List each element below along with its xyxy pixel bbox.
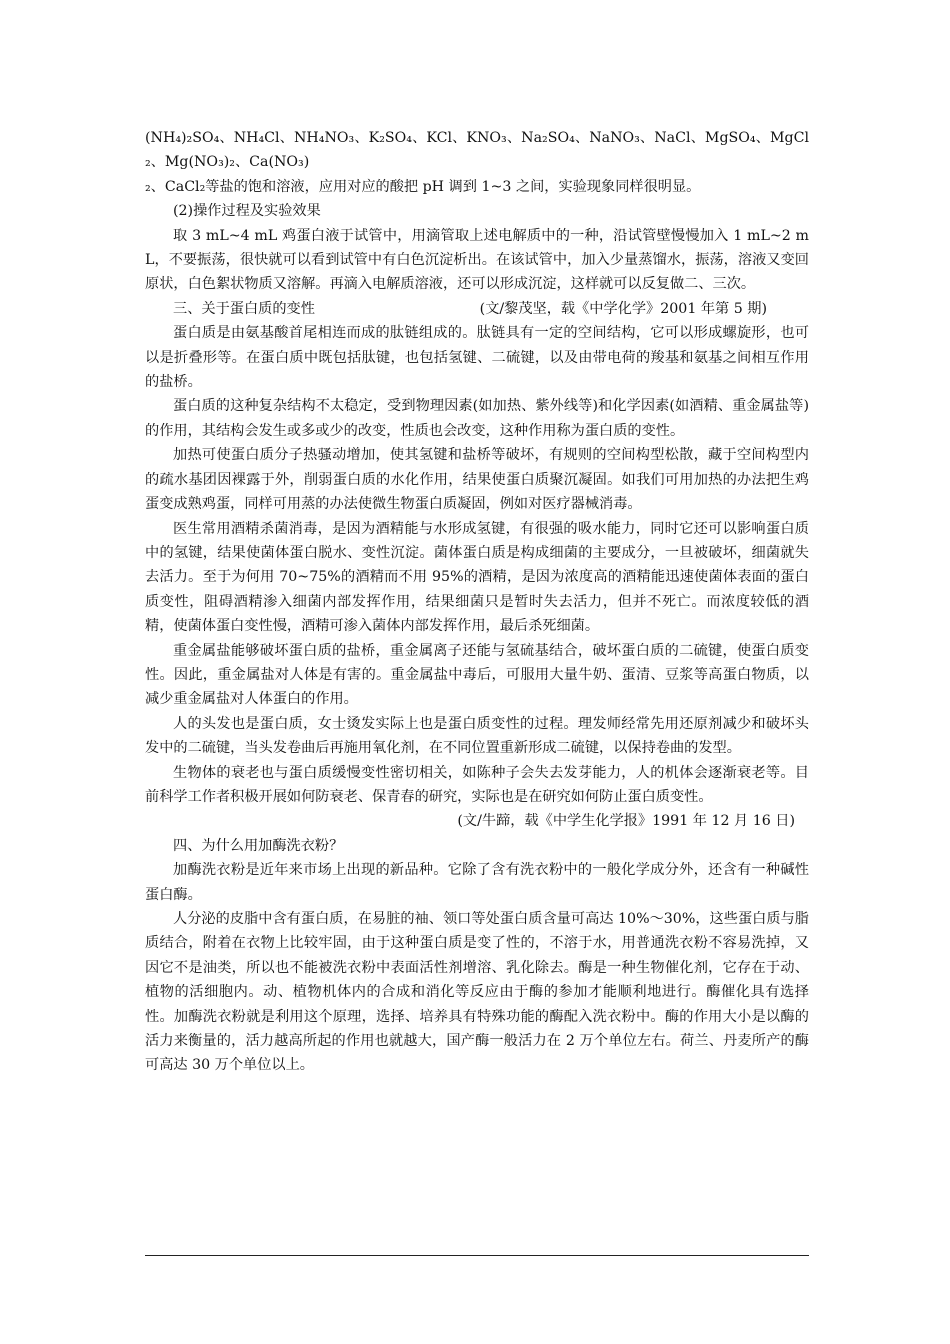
section-3-paragraph: 蛋白质是由氨基酸首尾相连而成的肽链组成的。肽链具有一定的空间结构，它可以形成螺旋形，也可以是折叠形等。在蛋白质中既包括肽键，也包括氢键、二硫键，以及由带电荷的羧基和氨基之间相互作用的盐桥。 xyxy=(145,325,809,391)
source-citation-1: (文/黎茂坚，载《中学化学》2001 年第 5 期) xyxy=(479,300,767,317)
operation-heading: (2)操作过程及实验效果 xyxy=(173,203,321,220)
footer-divider xyxy=(145,1255,809,1256)
operation-text: 取 3 mL~4 mL 鸡蛋白液于试管中，用滴管取上述电解质中的一种，沿试管壁慢慢加入 1 mL~2 mL，不要振荡，很快就可以看到试管中有白色沉淀析出。在该试管中，加入少量蒸馏水，振荡，溶液又变回原状，白色絮状物质又溶解。再滴入电解质溶液，还可以形成沉淀，这样就可以反复做二、三次。 xyxy=(145,227,809,293)
section-3-paragraph: 加热可使蛋白质分子热骚动增加，使其氢键和盐桥等破坏，有规则的空间构型松散，藏于空间构型内的疏水基团因裸露于外，削弱蛋白质的水化作用，结果使蛋白质聚沉凝固。如我们可用加热的办法把生鸡蛋变成熟鸡蛋，同样可用蒸的办法使微生物蛋白质凝固，例如对医疗器械消毒。 xyxy=(145,447,809,513)
section-4-paragraph: 加酶洗衣粉是近年来市场上出现的新品种。它除了含有洗衣粉中的一般化学成分外，还含有一种碱性蛋白酶。 xyxy=(145,862,809,903)
section-3-paragraph: 蛋白质的这种复杂结构不太稳定，受到物理因素(如加热、紫外线等)和化学因素(如酒精、重金属盐等)的作用，其结构会发生或多或少的改变，性质也会改变，这种作用称为蛋白质的变性。 xyxy=(145,398,809,439)
section-3-paragraph: 人的头发也是蛋白质，女士烫发实际上也是蛋白质变性的过程。理发师经常先用还原剂减少和破坏头发中的二硫键，当头发卷曲后再施用氧化剂，在不同位置重新形成二硫键，以保持卷曲的发型。 xyxy=(145,715,809,757)
section-3-paragraph: 生物体的衰老也与蛋白质缓慢变性密切相关，如陈种子会失去发芽能力，人的机体会逐渐衰老等。目前科学工作者积极开展如何防衰老、保青春的研究，实际也是在研究如何防止蛋白质变性。 xyxy=(145,764,809,805)
salts-line-1: (NH₄)₂SO₄、NH₄Cl、NH₄NO₃、K₂SO₄、KCl、KNO₃、Na₂SO₄、NaNO₃、NaCl、MgSO₄、MgCl₂、Mg(NO₃)₂、Ca(NO₃) xyxy=(145,130,809,171)
section-4-paragraph: 人分泌的皮脂中含有蛋白质，在易脏的袖、领口等处蛋白质含量可高达 10%～30%，这些蛋白质与脂质结合，附着在衣物上比较牢固，由于这种蛋白质是变了性的，不溶于水，用普通洗衣粉不容易洗掉，又因它不是油类，所以也不能被洗衣粉中表面活性剂增溶、乳化除去。酶是一种生物催化剂，它存在于动、植物的活细胞内。动、植物机体内的合成和消化等反应由于酶的参加才能顺利地进行。酶催化具有选择性。加酶洗衣粉就是利用这个原理，选择、培养具有特殊功能的酶配入洗衣粉中。酶的作用大小是以酶的活力来衡量的，活力越高所起的作用也就越大，国产酶一般活力在 2 万个单位左右。荷兰、丹麦所产的酶可高达 30 万个单位以上。 xyxy=(145,911,809,1074)
source-citation-2: (文/牛蹄，载《中学生化学报》1991 年 12 月 16 日) xyxy=(457,813,795,830)
document-body xyxy=(145,126,809,1078)
section-3-paragraph: 医生常用酒精杀菌消毒，是因为酒精能与水形成氢键，有很强的吸水能力，同时它还可以影响蛋白质中的氢键，结果使菌体蛋白脱水、变性沉淀。菌体蛋白质是构成细菌的主要成分，一旦被破坏，细菌就失去活力。至于为何用 70~75%的酒精而不用 95%的酒精，是因为浓度高的酒精能迅速使菌体表面的蛋白质变性，阻碍酒精渗入细菌内部发挥作用，结果细菌只是暂时失去活力，但并不死亡。而浓度较低的酒精，使菌体蛋白变性慢，酒精可渗入菌体内部发挥作用，最后杀死细菌。 xyxy=(145,520,809,635)
section-4-title: 四、为什么用加酶洗衣粉？ xyxy=(173,837,344,854)
section-3-paragraph: 重金属盐能够破坏蛋白质的盐桥，重金属离子还能与氢硫基结合，破坏蛋白质的二硫键，使蛋白质变性。因此，重金属盐对人体是有害的。重金属盐中毒后，可服用大量牛奶、蛋清、豆浆等高蛋白物质，以减少重金属盐对人体蛋白的作用。 xyxy=(145,642,809,708)
salts-line-2: ₂、CaCl₂等盐的饱和溶液，应用对应的酸把 pH 调到 1~3 之间，实验现象同样很明显。 xyxy=(145,178,701,195)
section-3-title: 三、关于蛋白质的变性 xyxy=(173,300,315,317)
